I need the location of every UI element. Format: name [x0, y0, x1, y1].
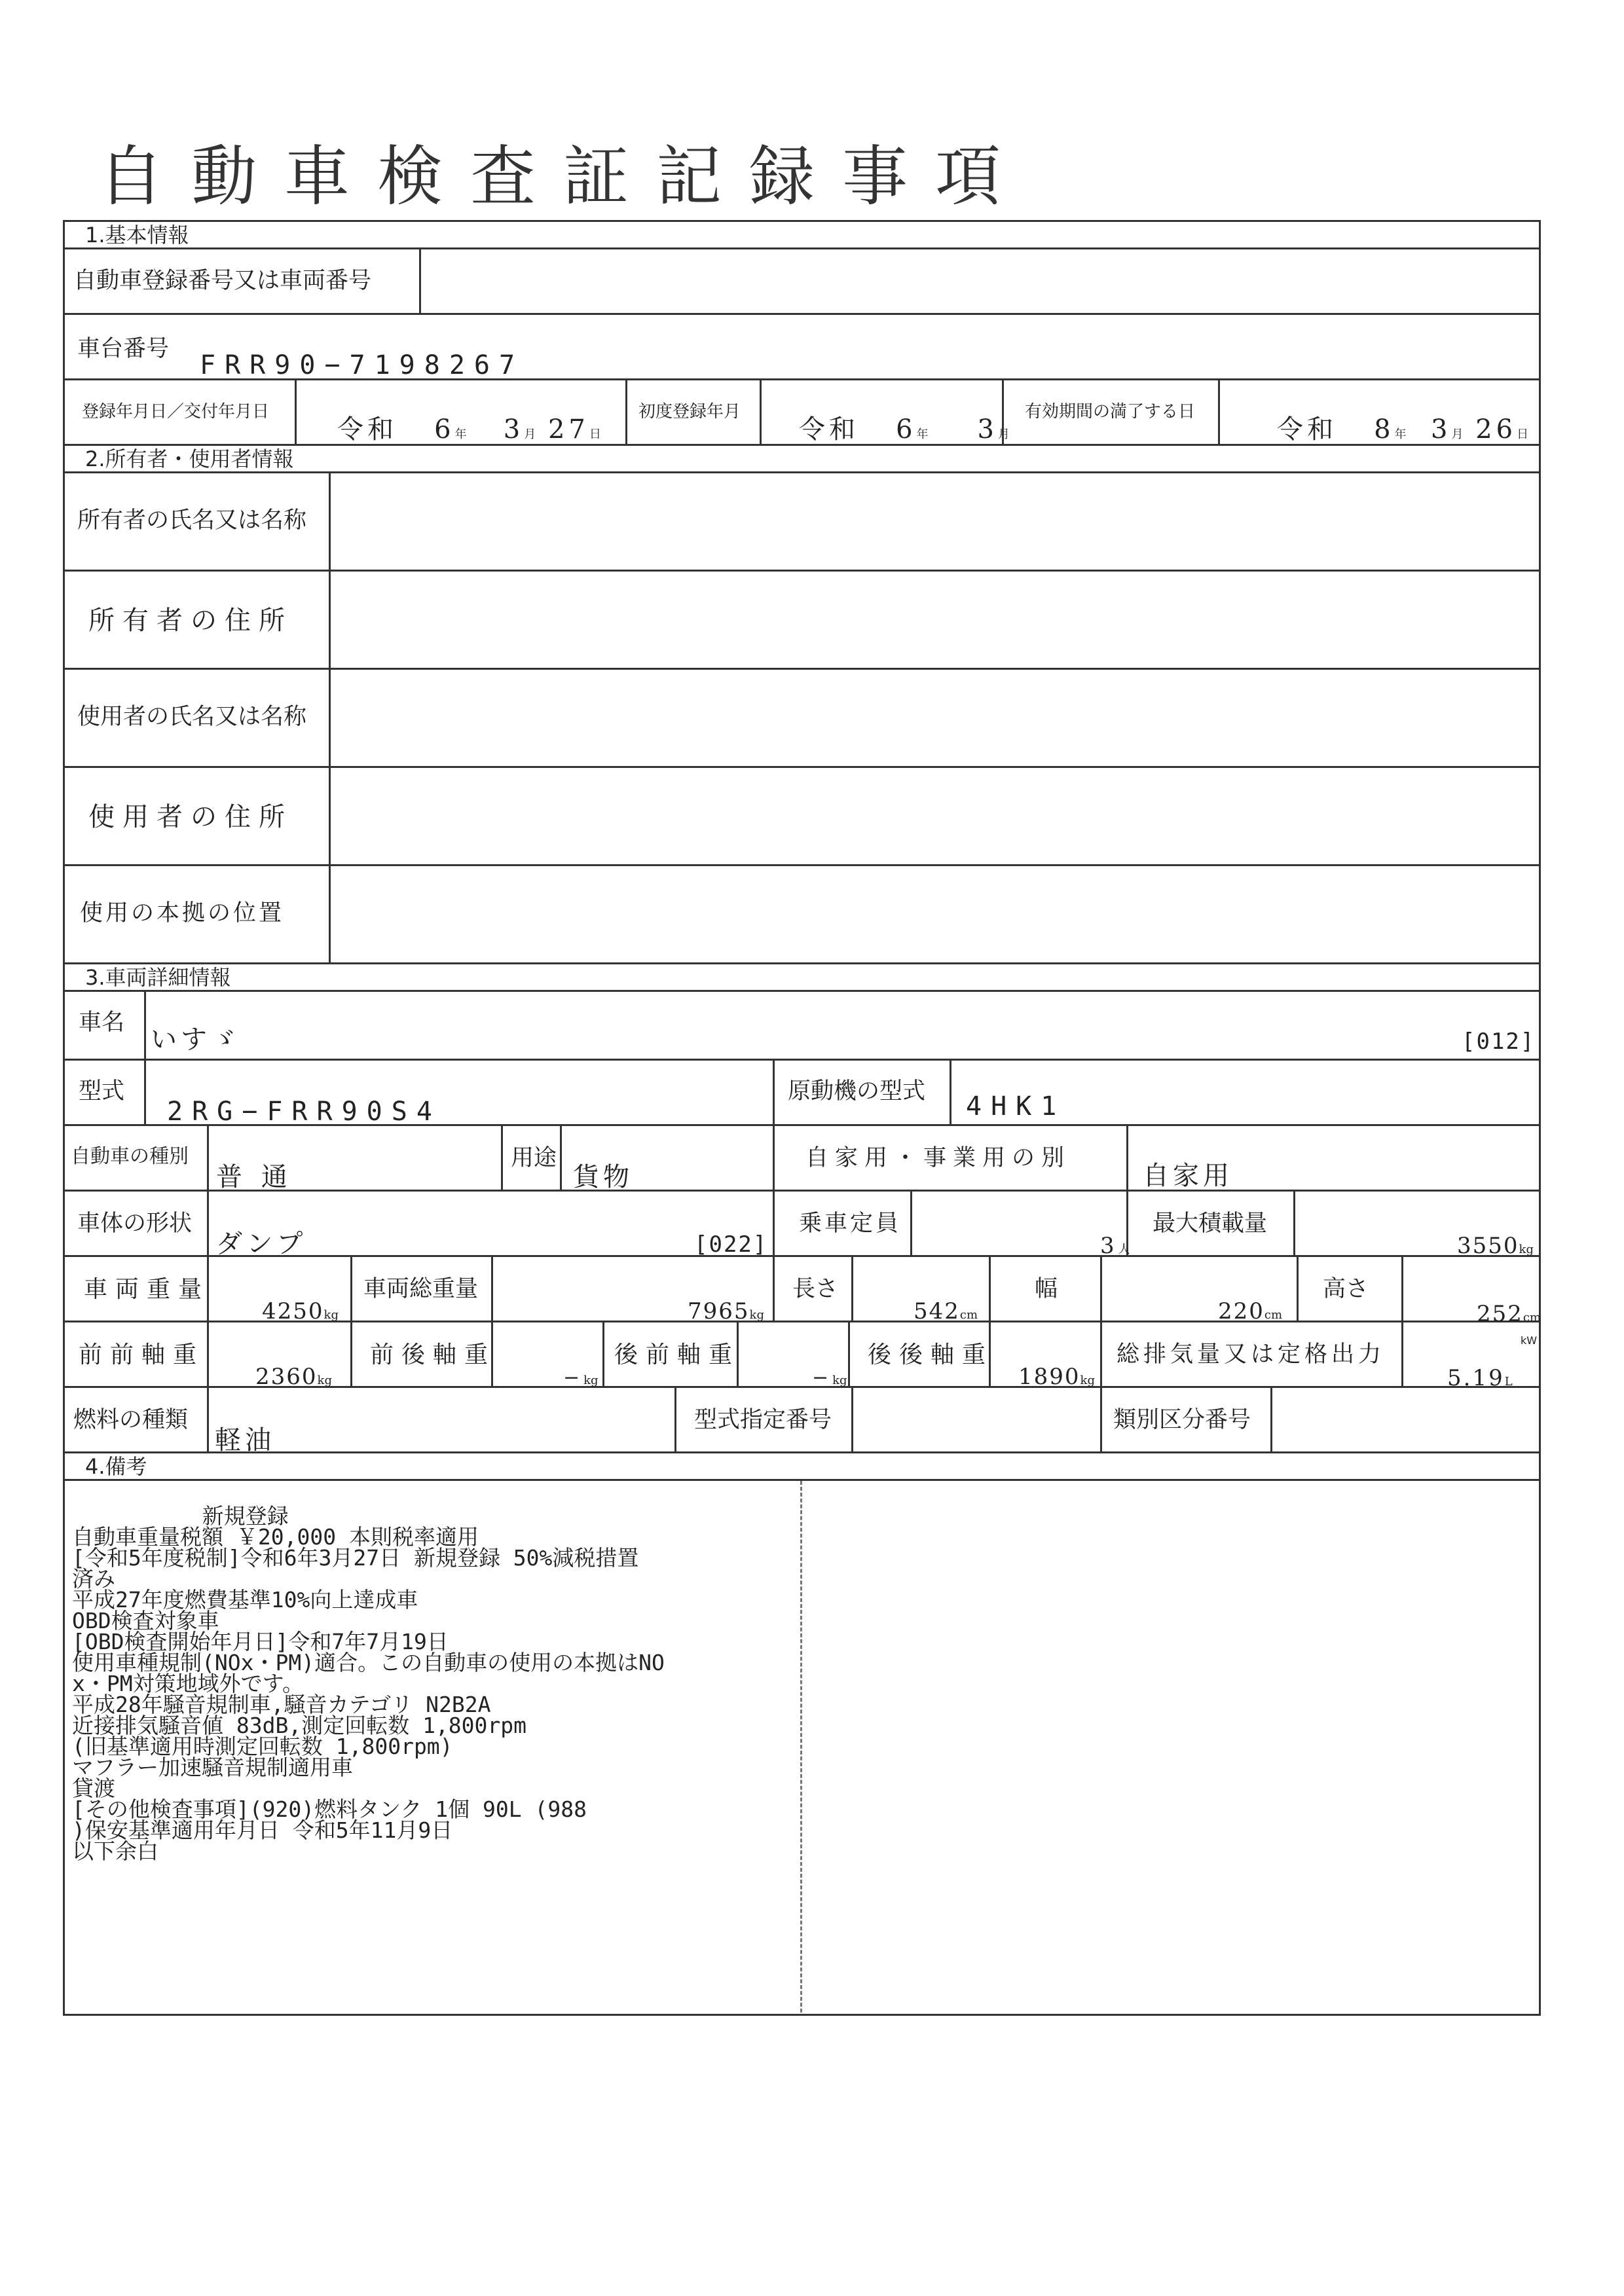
kind-value: 普 通	[216, 1162, 293, 1192]
base-location-label: 使用の本拠の位置	[80, 900, 285, 926]
chassis-label: 車台番号	[77, 336, 170, 362]
displacement-value: 5.19L	[1447, 1365, 1513, 1391]
gross-value: 7965kg	[688, 1298, 764, 1324]
rf-axle-label: 後前軸重	[614, 1341, 741, 1368]
first-reg-label: 初度登録年月	[638, 402, 741, 422]
height-label: 高さ	[1323, 1276, 1369, 1302]
weight-value: 4250kg	[262, 1298, 339, 1324]
section-basic-header: 1.基本情報	[85, 223, 189, 247]
model-label: 型式	[79, 1078, 125, 1104]
use-label: 用途	[511, 1145, 557, 1171]
rr-axle-label: 後後軸重	[868, 1341, 994, 1368]
expiry-label: 有効期間の満了する日	[1025, 402, 1196, 422]
body-label: 車体の形状	[77, 1211, 193, 1237]
expiry-value: 令和 8年 3月 26日	[1277, 414, 1529, 445]
maxload-label: 最大積載量	[1153, 1211, 1268, 1237]
fuel-value: 軽油	[215, 1425, 275, 1455]
width-label: 幅	[1035, 1276, 1058, 1302]
maxload-value: 3550kg	[1457, 1233, 1534, 1259]
use-value: 貨物	[573, 1162, 633, 1192]
gross-label: 車両総重量	[363, 1276, 479, 1302]
private-value: 自家用	[1143, 1161, 1233, 1191]
length-label: 長さ	[792, 1276, 839, 1302]
capacity-label: 乗車定員	[799, 1211, 902, 1237]
engine-label: 原動機の型式	[788, 1078, 926, 1104]
user-address-label: 使用者の住所	[88, 802, 293, 832]
length-value: 542cm	[913, 1298, 978, 1324]
capacity-value: 3人	[1100, 1233, 1130, 1259]
user-name-label: 使用者の氏名又は名称	[77, 704, 307, 730]
kind-label: 自動車の種別	[71, 1145, 189, 1168]
owner-name-label: 所有者の氏名又は名称	[77, 507, 307, 534]
displacement-label: 総排気量又は定格出力	[1116, 1341, 1386, 1368]
fuel-label: 燃料の種類	[73, 1407, 189, 1433]
fr-axle-label: 前後軸重	[370, 1341, 496, 1368]
section-owner-header: 2.所有者・使用者情報	[85, 446, 294, 471]
reg-date-label: 登録年月日／交付年月日	[82, 402, 270, 422]
ff-axle-label: 前前軸重	[79, 1341, 205, 1368]
private-label: 自家用・事業用の別	[805, 1145, 1071, 1171]
rr-axle-value: 1890kg	[1018, 1364, 1095, 1390]
name-label: 車名	[79, 1010, 125, 1036]
owner-address-label: 所有者の住所	[88, 606, 293, 636]
document-title: 自動車検査証記録事項	[98, 138, 1028, 215]
section-vehicle-header: 3.車両詳細情報	[85, 965, 231, 990]
fr-axle-value: −kg	[563, 1366, 599, 1389]
body-code: [022]	[694, 1231, 768, 1258]
body-value: ダンプ	[216, 1229, 307, 1259]
rf-axle-value: −kg	[812, 1366, 847, 1389]
reg-date-value: 令和 6年 3月 27日	[337, 414, 601, 445]
remarks-text: 新規登録 自動車重量税額 ￥20,000 本則税率適用 [令和5年度税制]令和6年3月27日 新規登録 50%減税措置 済み 平成27年度燃費基準10%向上達成車 OBD検査対象車 [OBD検査開始年月日]令和7年7月19日 使用車種規制(NOx・PM)適合。この自動車の使用の本拠はNO x・PM対策地域外です。 平成28年騒音規制車,騒音カテゴリ N2B2A 近接排気騒音値 83dB,測定回転数 1,800rpm (旧基準適用時測定回転数 1,800rpm) マフラー加速騒音規制適用車 貸渡 [その他検査事項](920)燃料タンク 1個 90L (988 )保安基準適用年月日 令和5年11月9日 以下余白	[72, 1503, 665, 1864]
engine-value: 4HK1	[966, 1091, 1066, 1121]
model-value: 2RG−FRR90S4	[167, 1097, 441, 1127]
class-no-label: 類別区分番号	[1113, 1407, 1251, 1433]
type-no-label: 型式指定番号	[694, 1407, 832, 1433]
reg-no-label: 自動車登録番号又は車両番号	[73, 268, 372, 294]
name-value: いすゞ	[151, 1025, 241, 1055]
first-reg-value: 令和 6年 3月	[799, 414, 1010, 445]
height-value: 252cm	[1477, 1301, 1541, 1327]
width-value: 220cm	[1218, 1298, 1283, 1324]
displacement-unit-kw: kW	[1521, 1334, 1538, 1347]
ff-axle-value: 2360kg	[255, 1364, 332, 1390]
weight-label: 車両重量	[84, 1276, 210, 1303]
section-remarks-header: 4.備考	[85, 1454, 147, 1479]
name-code: [012]	[1462, 1029, 1536, 1055]
chassis-value: FRR90−7198267	[200, 350, 525, 380]
